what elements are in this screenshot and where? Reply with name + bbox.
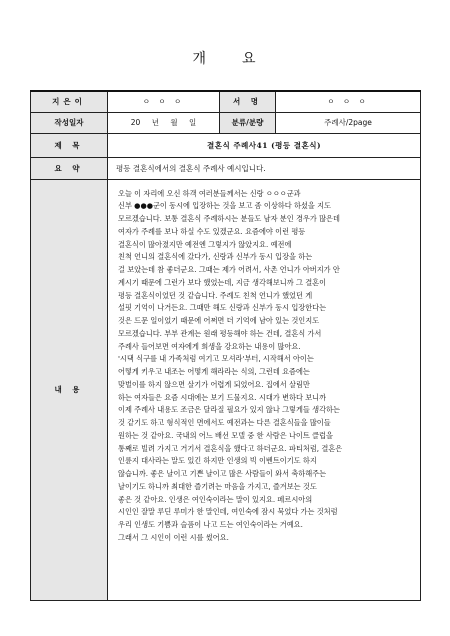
content-line: 어떻게 키우고 내조는 어떻게 해라라는 식의, 그런데 요즘에는 [118, 367, 310, 376]
content-line: 맞벌이를 하지 않으면 살기가 어렵게 되었어요. 집에서 살림만 [118, 379, 310, 389]
content-line: 좋은 것 같아요. 인생은 여인숙이라는 말이 있지요. 페르시아의 [118, 494, 313, 504]
category-label: 분류/분량 [220, 112, 276, 133]
summary-value: 평등 결혼식에서의 결혼식 주례사 예시입니다. [108, 157, 421, 179]
content-body [108, 179, 421, 600]
content-line: 계시기 때문에 그런가 보다 했었는데, 지금 생각해보니까 그 결혼이 [118, 277, 327, 287]
content-line: 날이기도 하니까 최대한 즐기려는 마음을 가지고, 즐겨보는 것도 [118, 481, 317, 491]
author-row [31, 91, 421, 112]
content-line: 결혼식이 많아졌지만 예전엔 그렇지가 않았지요. 예전에 [118, 239, 292, 249]
page-title-char: 개 [192, 51, 208, 67]
content-label: 내 용 [31, 179, 108, 600]
content-line: 오늘 이 자리에 오신 하객 여러분들께서는 신랑 ㅇㅇㅇ군과 [118, 188, 301, 198]
date-row [31, 112, 421, 133]
page-title [0, 48, 450, 68]
signature-value: ㅇ ㅇ ㅇ [276, 91, 421, 112]
category-value: 주례사/2page [276, 112, 421, 133]
content-line: 신부 ●●●군이 동시에 입장하는 것을 보고 좀 이상하다 하셨을 지도 [118, 201, 331, 211]
content-line: 이제 주례사 내용도 조금은 달라질 필요가 있지 않나 그렇게들 생각하는 [118, 405, 340, 415]
author-label: 지은이 [31, 91, 108, 112]
content-line: 걸 보았는데 참 좋더군요. 그때는 제가 어려서, 사촌 언니가 아버지가 안 [118, 265, 340, 274]
summary-label: 요 약 [31, 157, 108, 179]
content-line: 않습니까. 좋은 날이고 기쁜 날이고 많은 사람들이 와서 축하해주는 [118, 469, 327, 478]
content-line: 모르겠습니다. 보통 결혼식 주례하시는 분들도 남자 분인 경우가 많은데 [118, 214, 340, 223]
content-line: 것 같기도 하고 형식적인 면에서도 예전과는 다른 결혼식들을 많이들 [118, 418, 331, 427]
content-line: 우리 인생도 기쁨과 슬픔이 나고 드는 여인숙이라는 거예요. [118, 520, 303, 529]
content-line: 통째로 빌려 가지고 거기서 결혼식을 했다고 하더군요. 파티처럼, 결혼은 [118, 443, 343, 453]
content-line: 하는 여자들은 요즘 시대에는 보기 드물지요. 시대가 변하다 보니까 [118, 392, 327, 402]
subject-value: 결혼식 주례사41 (평등 결혼식) [108, 133, 421, 157]
content-line: '시댁 식구를 내 가족처럼 여기고 모셔라'부터, 시작해서 아이는 [118, 354, 314, 364]
content-line: 설핏 기억이 나거든요. 그때만 해도 신랑과 신부가 동시 입장한다는 [118, 303, 327, 313]
content-row [31, 179, 421, 600]
content-line: 주례사 들어보면 여자에게 희생을 강요하는 내용이 많아요. [118, 341, 301, 351]
subject-row [31, 133, 421, 157]
content-line: 시인인 잘말 루딘 루미가 한 말인데, 여인숙에 잠시 묵었다 가는 것처럼 [118, 507, 338, 517]
content-line: 친척 언니의 결혼식에 갔다가, 신랑과 신부가 동시 입장을 하는 [118, 252, 313, 262]
content-line: 원하는 것 같아요. 국내의 어느 배선 모델 중 한 사람은 나이트 클럽을 [118, 430, 333, 440]
page-title-char: 요 [242, 51, 258, 67]
content-line: 여자가 주례를 보나 하실 수도 있겠군요. 요즘에야 이런 평등 [118, 226, 306, 236]
content-line: 인륜지 대사라는 말도 있긴 하지만 인생의 빅 이벤트이기도 하지 [118, 456, 317, 466]
content-lines [118, 188, 412, 545]
content-line: 그래서 그 시인이 이런 시를 썼어요. [118, 532, 229, 542]
summary-row [31, 157, 421, 179]
author-value: ㅇ ㅇ ㅇ [108, 91, 220, 112]
signature-label: 서 명 [220, 91, 276, 112]
content-line: 모르겠습니다. 부부 관계는 원래 평등해야 하는 건데, 결혼식 가서 [118, 328, 322, 338]
subject-label: 제 목 [31, 133, 108, 157]
date-label: 작성일자 [31, 112, 108, 133]
content-line: 것은 드문 일이었기 때문에 어쩌면 더 기억에 남아 있는 것인지도 [118, 316, 320, 325]
summary-form-table [30, 90, 421, 601]
content-line: 평등 결혼식이었던 것 같습니다. 주례도 친척 언니가 했었던 게 [118, 290, 313, 300]
date-value: 20 년 월 일 [108, 112, 220, 133]
